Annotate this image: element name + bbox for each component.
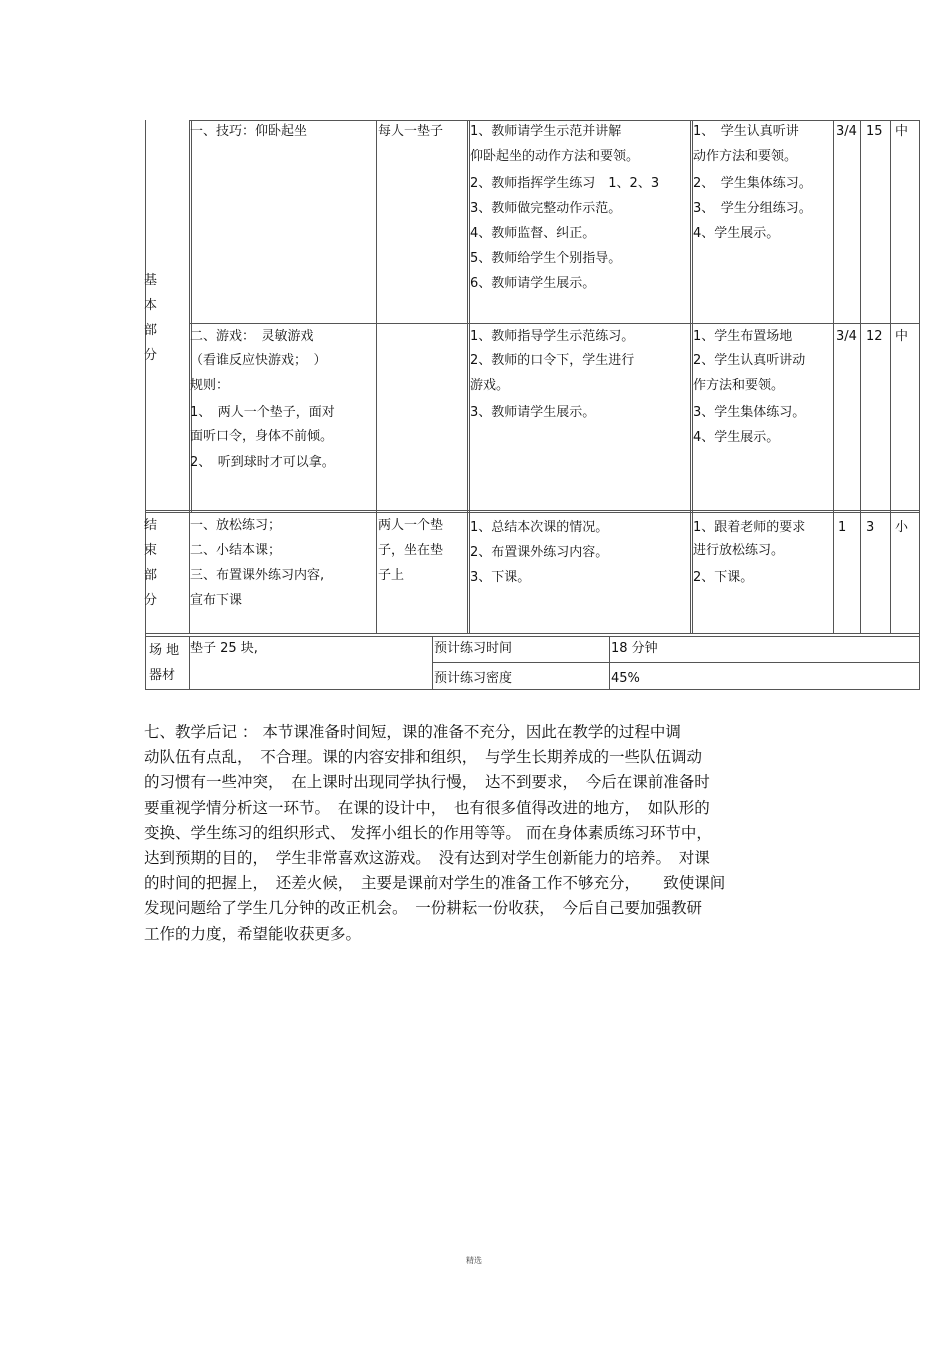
reflection-line: 动队伍有点乱， 不合理。课的内容安排和组织， 与学生长期养成的一些队伍调动: [144, 748, 703, 767]
intensity-value: 小: [895, 520, 909, 535]
content-text: 一、技巧：仰卧起坐: [190, 124, 308, 139]
equipment-text: 子，坐在垫: [378, 543, 444, 558]
section-char: 分: [144, 593, 158, 608]
equipment-text: 两人一个垫: [378, 518, 444, 533]
reflection-line: 变换、学生练习的组织形式、 发挥小组长的作用等等。 而在身体素质练习环节中，: [144, 823, 712, 842]
table-rule: [145, 512, 920, 513]
content-text: 1、 两人一个垫子，面对: [190, 405, 335, 420]
student-step: 2、 学生集体练习。: [693, 176, 812, 191]
section-char: 部: [144, 323, 158, 338]
reflection-line: 达到预期的目的， 学生非常喜欢这游戏。 没有达到对学生创新能力的培养。 对课: [144, 849, 710, 868]
table-rule: [189, 323, 920, 324]
section-char: 分: [144, 348, 158, 363]
content-text: 二、游戏： 灵敏游戏: [190, 329, 314, 344]
table-rule: [833, 120, 834, 634]
student-step: 4、学生展示。: [693, 226, 780, 241]
minutes-value: 12: [866, 329, 883, 344]
table-rule: [432, 636, 433, 690]
student-step: 3、学生集体练习。: [693, 405, 806, 420]
practice-density-value: 45%: [611, 671, 640, 686]
student-step: 4、学生展示。: [693, 430, 780, 445]
table-rule: [145, 510, 920, 511]
teacher-step: 5、教师给学生个别指导。: [470, 251, 622, 266]
student-step: 1、 学生认真听讲: [693, 124, 799, 139]
table-rule: [890, 120, 891, 634]
reflection-line: 七、教学后记 ： 本节课准备时间短，课的准备不充分，因此在教学的过程中调: [144, 723, 681, 741]
content-text: 面听口令，身体不前倾。: [190, 429, 334, 444]
equipment-text: 每人一垫子: [378, 124, 444, 139]
teacher-step: 游戏。: [470, 378, 510, 393]
teacher-step: 4、教师监督、纠正。: [470, 226, 596, 241]
count-value: 3/4: [836, 329, 857, 344]
content-text: 宣布下课: [190, 593, 243, 608]
student-step: 进行放松练习。: [693, 543, 785, 558]
table-rule: [145, 689, 920, 690]
minutes-value: 15: [866, 124, 883, 139]
reflection-line: 的时间的把握上， 还差火候， 主要是课前对学生的准备工作不够充分， 致使课间: [144, 874, 726, 893]
teacher-step: 3、教师做完整动作示范。: [470, 201, 622, 216]
table-rule: [860, 120, 861, 634]
reflection-line: 发现问题给了学生几分钟的改正机会。 一份耕耘一份收获， 今后自己要加强教研: [144, 899, 703, 918]
teaching-reflection: [144, 720, 824, 947]
table-rule: [432, 662, 920, 663]
reflection-line: 要重视学情分析这一环节。 在课的设计中， 也有很多值得改进的地方， 如队形的: [144, 798, 710, 817]
teacher-step: 3、教师请学生展示。: [470, 405, 596, 420]
student-step: 动作方法和要领。: [693, 149, 798, 164]
table-rule: [189, 120, 920, 121]
section-char: 本: [144, 298, 158, 313]
venue-value: 垫子 25 块,: [190, 641, 258, 656]
table-rule: [145, 636, 920, 637]
teacher-step: 2、教师指挥学生练习 1、2、3: [470, 176, 660, 191]
section-char: 基: [144, 273, 158, 288]
table-rule: [690, 120, 691, 634]
table-rule: [376, 120, 377, 634]
student-step: 2、下课。: [693, 570, 754, 585]
intensity-value: 中: [895, 329, 909, 344]
reflection-line: 工作的力度，希望能收获更多。: [144, 924, 362, 943]
section-char: 结: [144, 518, 158, 533]
teacher-step: 仰卧起坐的动作方法和要领。: [470, 149, 640, 164]
practice-time-label: 预计练习时间: [434, 641, 513, 656]
teacher-step: 6、教师请学生展示。: [470, 276, 596, 291]
content-text: 三、布置课外练习内容,: [190, 568, 325, 583]
reflection-line: 的习惯有一些冲突， 在上课时出现同学执行慢， 达不到要求， 今后在课前准备时: [144, 773, 710, 792]
content-text: 二、小结本课；: [190, 543, 282, 558]
page-footer: 精选: [466, 1256, 482, 1265]
practice-density-label: 预计练习密度: [434, 671, 513, 686]
table-rule: [609, 636, 610, 690]
student-step: 3、 学生分组练习。: [693, 201, 812, 216]
content-text: 一、放松练习；: [190, 518, 282, 533]
practice-time-value: 18 分钟: [611, 641, 658, 656]
content-text: 规则：: [190, 378, 230, 393]
student-step: 2、学生认真听讲动: [693, 353, 806, 368]
content-text: （看谁反应快游戏； ）: [190, 353, 327, 368]
teacher-step: 2、布置课外练习内容。: [470, 545, 609, 560]
table-rule: [145, 633, 920, 634]
teacher-step: 1、总结本次课的情况。: [470, 520, 609, 535]
section-char: 束: [144, 543, 158, 558]
section-char: 部: [144, 568, 158, 583]
count-value: 1: [838, 520, 847, 535]
student-step: 1、跟着老师的要求: [693, 520, 806, 535]
teacher-step: 3、下课。: [470, 570, 531, 585]
student-step: 1、学生布置场地: [693, 329, 793, 344]
count-value: 3/4: [836, 124, 857, 139]
teacher-step: 2、教师的口令下，学生进行: [470, 353, 635, 368]
intensity-value: 中: [895, 124, 909, 139]
venue-label: 器材: [149, 668, 176, 683]
student-step: 作方法和要领。: [693, 378, 785, 393]
minutes-value: 3: [866, 520, 875, 535]
content-text: 2、 听到球时才可以拿。: [190, 455, 335, 470]
equipment-text: 子上: [378, 568, 405, 583]
venue-label: 场 地: [149, 643, 180, 658]
teacher-step: 1、教师请学生示范并讲解: [470, 124, 622, 139]
table-rule: [919, 120, 920, 690]
table-rule: [467, 120, 468, 634]
teacher-step: 1、教师指导学生示范练习。: [470, 329, 635, 344]
